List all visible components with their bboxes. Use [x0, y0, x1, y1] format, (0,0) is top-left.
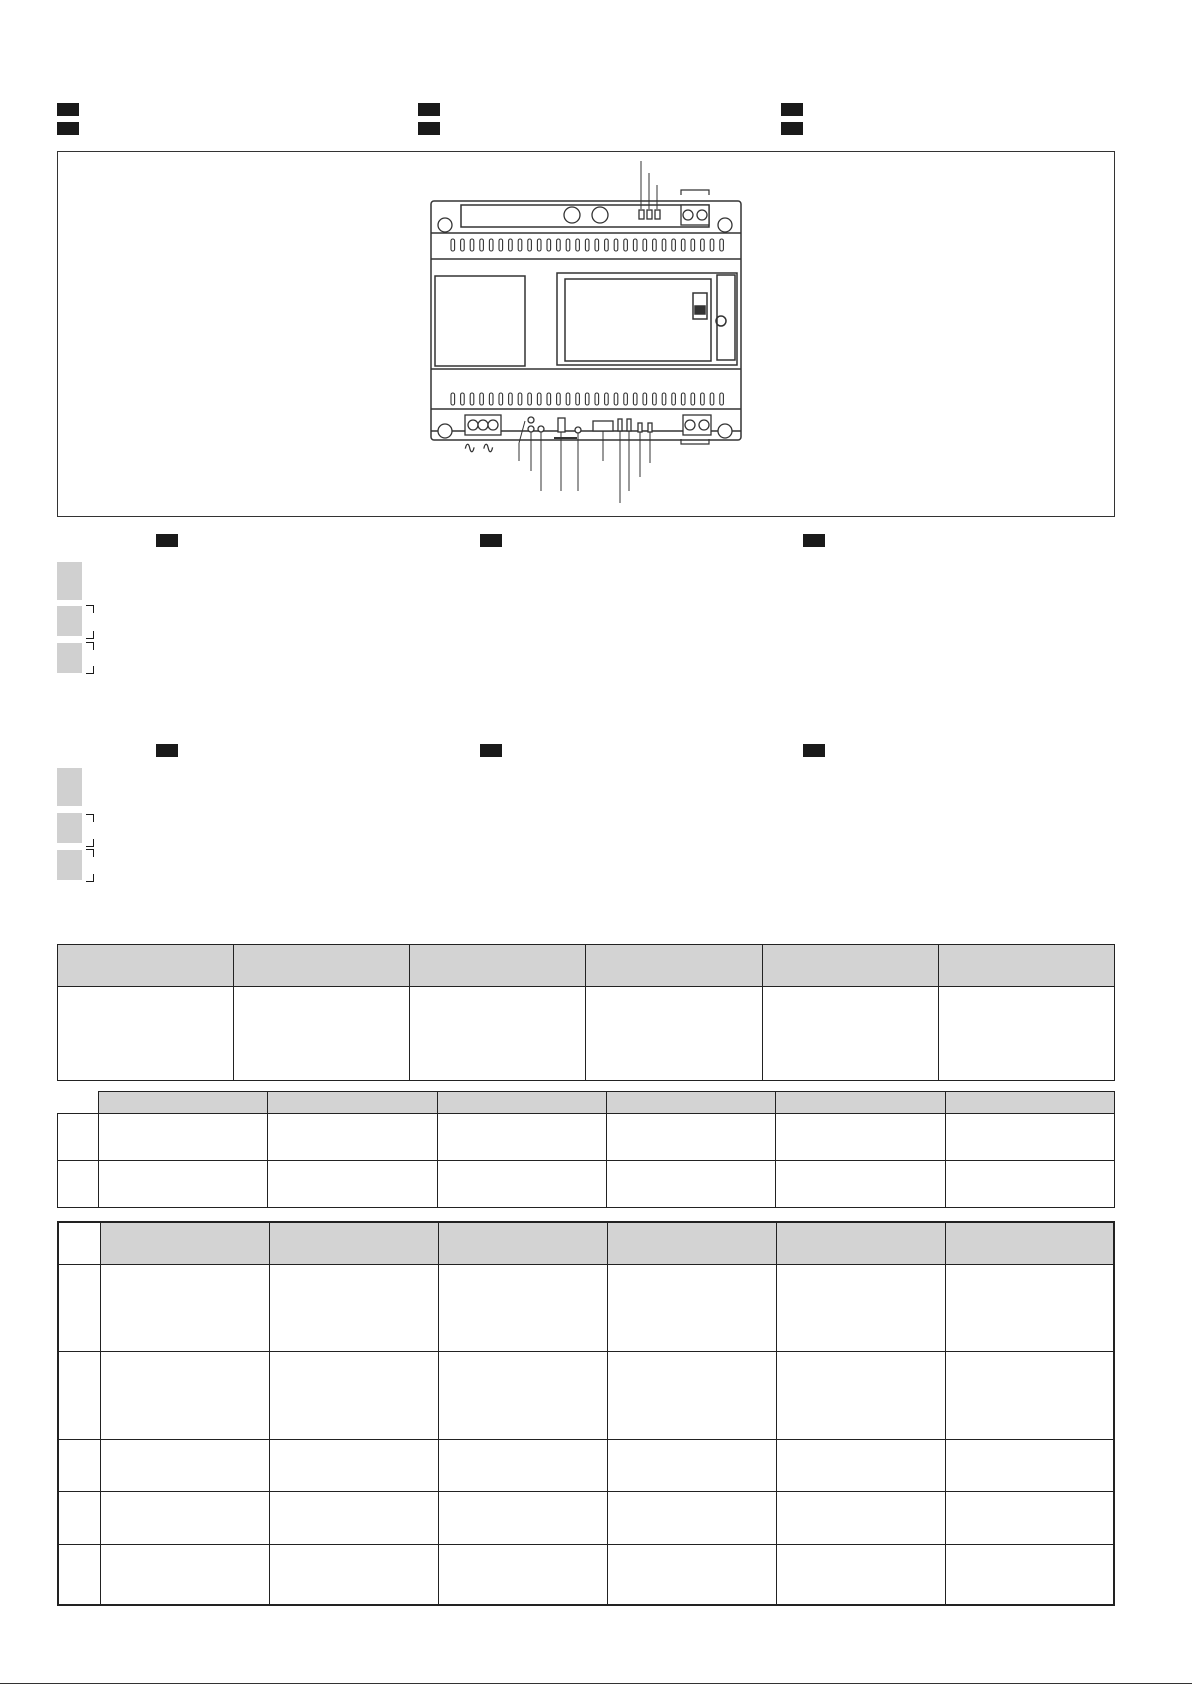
vent-slot [470, 239, 474, 251]
table-cell [606, 1161, 775, 1208]
vent-slot [710, 393, 714, 405]
vent-slot [528, 393, 532, 405]
vent-slot [595, 239, 599, 251]
table-cell [776, 1161, 945, 1208]
table-header-cell [234, 945, 410, 987]
vent-slot [653, 239, 657, 251]
vent-slot [643, 239, 647, 251]
vent-slot [566, 239, 570, 251]
bracket-mark [86, 605, 94, 613]
section1-row-box-3 [57, 643, 82, 673]
vent-slot [566, 393, 570, 405]
vent-slot [518, 239, 522, 251]
table-header-cell [607, 1222, 776, 1264]
vent-slot [624, 393, 628, 405]
header-marker-3 [418, 103, 440, 116]
vent-slot [701, 393, 705, 405]
vent-slot [518, 393, 522, 405]
vent-slot [537, 239, 541, 251]
table-cell [438, 1439, 607, 1491]
header-marker-6 [781, 122, 803, 135]
table-header-cell [938, 945, 1114, 987]
table-header-cell [437, 1092, 606, 1114]
table-cell [945, 1161, 1114, 1208]
table-cell [945, 1264, 1114, 1351]
vent-slot [509, 393, 513, 405]
ac-symbol: ∿ ∿ [463, 438, 495, 457]
table-row-label [58, 1491, 100, 1544]
table-cell [938, 987, 1114, 1081]
table-cell [607, 1491, 776, 1544]
table-header-cell [762, 945, 938, 987]
table-cell [606, 1114, 775, 1161]
table-cell [607, 1544, 776, 1605]
vent-slot [701, 239, 705, 251]
vent-slot [499, 393, 503, 405]
header-marker-4 [418, 122, 440, 135]
device-diagram [57, 151, 1115, 517]
table-row-label [58, 1114, 99, 1161]
screw-icon [438, 218, 452, 232]
vent-slot [480, 239, 484, 251]
vent-slot [489, 239, 493, 251]
table-cell [100, 1439, 269, 1491]
table-cell [607, 1439, 776, 1491]
table-cell [99, 1114, 268, 1161]
table-cell [776, 1264, 945, 1351]
vent-slot [710, 239, 714, 251]
table-row-label [58, 1264, 100, 1351]
table-cell [607, 1264, 776, 1351]
potentiometer-icon [592, 207, 608, 223]
vent-slot [451, 393, 455, 405]
table-cell [234, 987, 410, 1081]
table-header-cell [268, 1092, 437, 1114]
table-cell [438, 1351, 607, 1439]
table-row-label [58, 1439, 100, 1491]
table-cell [776, 1439, 945, 1491]
vent-slot [576, 239, 580, 251]
vent-slot [691, 393, 695, 405]
vent-slot [662, 393, 666, 405]
vent-slot [691, 239, 695, 251]
table-cell [438, 1544, 607, 1605]
bracket-mark [86, 814, 94, 822]
bracket-mark [86, 849, 94, 857]
page-bottom-rule [0, 1683, 1192, 1684]
header-marker-1 [57, 103, 79, 116]
table-header-cell [58, 945, 234, 987]
table-cell [945, 1351, 1114, 1439]
table-cell [100, 1264, 269, 1351]
bracket-mark [86, 874, 94, 882]
vent-slot [480, 393, 484, 405]
table-header-cell [438, 1222, 607, 1264]
table-cell [269, 1264, 438, 1351]
vent-slot [662, 239, 666, 251]
vent-slot [489, 393, 493, 405]
vent-slot [528, 239, 532, 251]
spec-table-3 [57, 1221, 1115, 1606]
device-diagram-frame [57, 151, 1115, 517]
bracket-mark [86, 666, 94, 674]
table-header-cell [586, 945, 762, 987]
table-cell [437, 1114, 606, 1161]
header-marker-5 [781, 103, 803, 116]
potentiometer-icon [564, 207, 580, 223]
section2-row-box-1 [57, 768, 82, 806]
table-cell [268, 1161, 437, 1208]
table-cell [269, 1544, 438, 1605]
table-cell [776, 1114, 945, 1161]
section1-row-box-2 [57, 606, 82, 636]
section2-marker-3 [803, 744, 825, 757]
table-header-cell [945, 1092, 1114, 1114]
table-cell [100, 1351, 269, 1439]
table-header-cell [99, 1092, 268, 1114]
vent-slot [720, 393, 724, 405]
vent-slot [557, 239, 561, 251]
bracket-mark [86, 631, 94, 639]
table-cell [776, 1491, 945, 1544]
vent-slot [633, 393, 637, 405]
section2-marker-2 [480, 744, 502, 757]
table-row-label [58, 1544, 100, 1605]
vent-slot [461, 239, 465, 251]
section2-row-box-3 [57, 850, 82, 880]
table-cell [586, 987, 762, 1081]
vent-slot [499, 239, 503, 251]
vent-slot [537, 393, 541, 405]
table-cell [100, 1491, 269, 1544]
table-cell [945, 1491, 1114, 1544]
vent-slot [681, 239, 685, 251]
vent-slot [614, 393, 618, 405]
vent-slot [633, 239, 637, 251]
vent-slot [720, 239, 724, 251]
table-header-cell [776, 1092, 945, 1114]
table-cell [945, 1114, 1114, 1161]
table-header-cell [410, 945, 586, 987]
vent-slot [585, 239, 589, 251]
table-cell [438, 1264, 607, 1351]
section1-marker-1 [156, 534, 178, 547]
spec-table-1 [57, 944, 1115, 1081]
vent-slot [605, 393, 609, 405]
vent-slot [547, 239, 551, 251]
table-cell [607, 1351, 776, 1439]
table-cell [437, 1161, 606, 1208]
vent-slot [585, 393, 589, 405]
table-header-cell [269, 1222, 438, 1264]
table-cell [945, 1439, 1114, 1491]
section2-marker-1 [156, 744, 178, 757]
section1-marker-2 [480, 534, 502, 547]
table-cell [776, 1544, 945, 1605]
vent-slot [624, 239, 628, 251]
section1-row-box-1 [57, 562, 82, 600]
vent-slot [672, 393, 676, 405]
vent-slot [509, 239, 513, 251]
table-row-label [58, 1351, 100, 1439]
vent-slot [672, 239, 676, 251]
table-cell [100, 1544, 269, 1605]
table-header-cell [606, 1092, 775, 1114]
vent-slot [557, 393, 561, 405]
vent-slot [653, 393, 657, 405]
vent-slot [614, 239, 618, 251]
vent-slot [681, 393, 685, 405]
vent-slot [461, 393, 465, 405]
bracket-mark [86, 642, 94, 650]
vent-slot [605, 239, 609, 251]
table-cell [438, 1491, 607, 1544]
table-header-cell [776, 1222, 945, 1264]
table-cell [762, 987, 938, 1081]
header-marker-2 [57, 122, 79, 135]
vent-slot [470, 393, 474, 405]
vent-slot [547, 393, 551, 405]
table-header-cell [100, 1222, 269, 1264]
screw-icon [718, 218, 732, 232]
table-cell [410, 987, 586, 1081]
vent-slot [595, 393, 599, 405]
vent-slot [643, 393, 647, 405]
table-cell [269, 1439, 438, 1491]
table-cell [99, 1161, 268, 1208]
bracket-mark [86, 839, 94, 847]
section1-marker-3 [803, 534, 825, 547]
table-header-cell [945, 1222, 1114, 1264]
spec-table-2 [57, 1091, 1115, 1208]
table-cell [269, 1491, 438, 1544]
table-cell [945, 1544, 1114, 1605]
table-cell [58, 987, 234, 1081]
vent-slot [451, 239, 455, 251]
section2-row-box-2 [57, 813, 82, 843]
table-row-label [58, 1161, 99, 1208]
table-cell [269, 1351, 438, 1439]
table-cell [268, 1114, 437, 1161]
vent-slot [576, 393, 580, 405]
table-cell [776, 1351, 945, 1439]
